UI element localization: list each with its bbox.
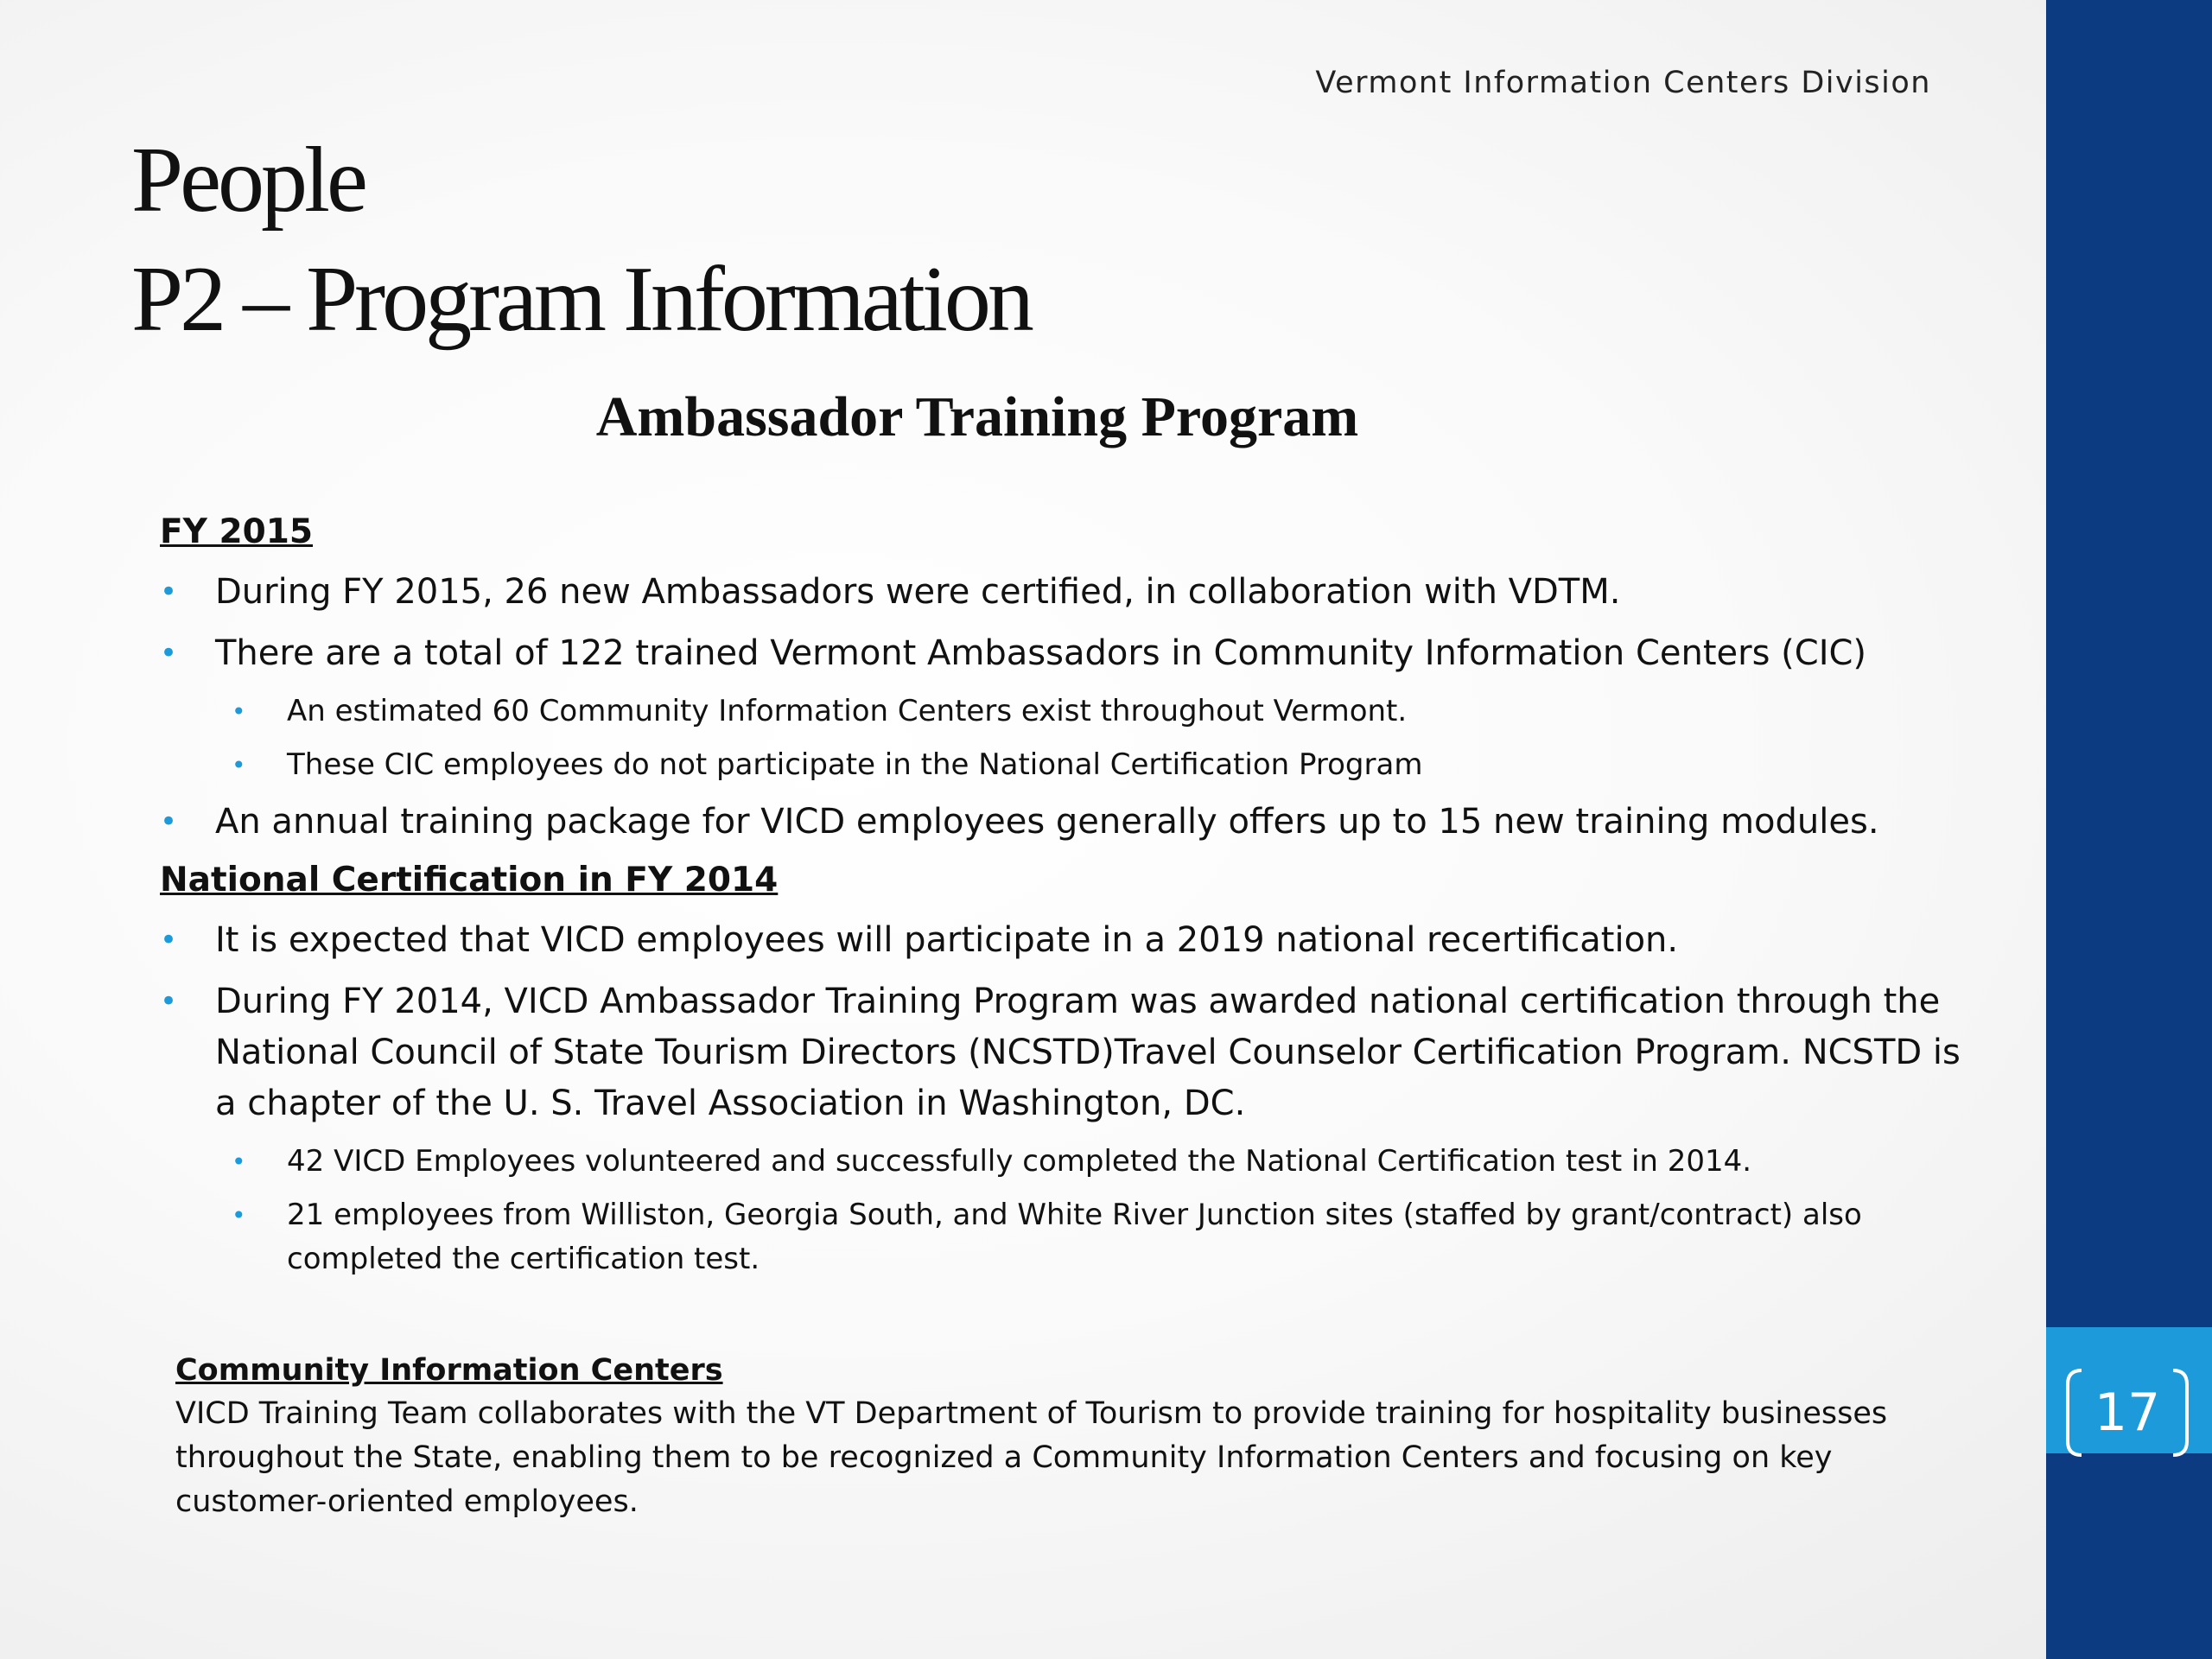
community-info-box bbox=[175, 1349, 1921, 1524]
bullet-text: An annual training package for VICD employees generally offers up to 15 new training modules. bbox=[215, 802, 1879, 842]
bullet-item bbox=[160, 797, 1966, 848]
bullet-icon: • bbox=[232, 751, 246, 779]
sub-bullet-text: 42 VICD Employees volunteered and successfully completed the National Certification test in 2014. bbox=[287, 1144, 1752, 1179]
title-line-2: P2 – Program Information bbox=[131, 248, 1031, 351]
bullet-icon: • bbox=[160, 923, 178, 957]
sub-bullet-item bbox=[160, 1193, 1966, 1281]
bullet-icon: • bbox=[160, 984, 178, 1019]
sub-bullet-text: An estimated 60 Community Information Centers exist throughout Vermont. bbox=[287, 694, 1408, 728]
slide-title bbox=[131, 121, 1031, 359]
bullet-icon: • bbox=[160, 575, 178, 609]
bullet-icon: • bbox=[232, 1147, 246, 1176]
bullet-icon: • bbox=[232, 697, 246, 726]
bullet-icon: • bbox=[160, 804, 178, 839]
division-header: Vermont Information Centers Division bbox=[1315, 66, 1931, 100]
bullet-text: During FY 2014, VICD Ambassador Training Program was awarded national certification through the National Council of State Tourism Directors (NCSTD)Travel Counselor Certification Program. NCSTD is a chapter of the U. S. Travel Association in Washington, DC. bbox=[215, 982, 1961, 1123]
slide-subtitle: Ambassador Training Program bbox=[595, 385, 1359, 448]
slide-number: 17 bbox=[2094, 1382, 2161, 1443]
bullet-item bbox=[160, 567, 1966, 618]
main-content bbox=[160, 510, 1966, 1291]
sub-bullet-text: 21 employees from Williston, Georgia South, and White River Junction sites (staffed by grant/contract) also completed the certification test. bbox=[287, 1198, 1862, 1276]
bullet-icon: • bbox=[232, 1201, 246, 1230]
community-heading: Community Information Centers bbox=[175, 1353, 723, 1388]
sub-bullet-item bbox=[160, 690, 1966, 734]
title-line-1: People bbox=[131, 129, 365, 232]
bullet-item bbox=[160, 628, 1966, 679]
bullet-item bbox=[160, 976, 1966, 1129]
fy2015-heading: FY 2015 bbox=[160, 512, 314, 551]
bullet-item bbox=[160, 915, 1966, 966]
bullet-icon: • bbox=[160, 636, 178, 671]
bullet-text: During FY 2015, 26 new Ambassadors were certified, in collaboration with VDTM. bbox=[215, 572, 1621, 612]
bullet-text: There are a total of 122 trained Vermont Ambassadors in Community Information Centers (CIC) bbox=[215, 633, 1867, 673]
sub-bullet-item bbox=[160, 743, 1966, 787]
sub-bullet-text: These CIC employees do not participate in the National Certification Program bbox=[287, 747, 1423, 782]
community-body: VICD Training Team collaborates with the VT Department of Tourism to provide training for hospitality businesses throughout the State, enabling them to be recognized a Community Information Centers and focusing on key customer-oriented employees. bbox=[175, 1396, 1888, 1519]
sub-bullet-item bbox=[160, 1140, 1966, 1184]
bullet-text: It is expected that VICD employees will participate in a 2019 national recertification. bbox=[215, 920, 1679, 960]
national-heading: National Certification in FY 2014 bbox=[160, 861, 779, 899]
